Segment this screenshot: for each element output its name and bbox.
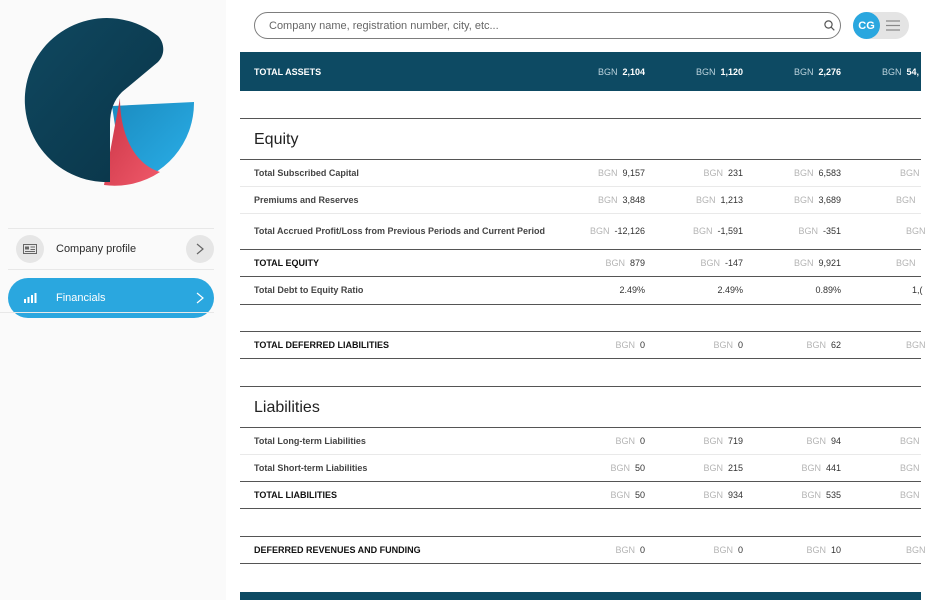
value-cell: BGN 2,104 bbox=[597, 66, 645, 77]
row-label: Premiums and Reserves bbox=[254, 194, 359, 205]
table-row-total-liabilities bbox=[240, 481, 921, 508]
divider bbox=[240, 304, 921, 305]
chevron-right-icon bbox=[186, 235, 214, 263]
value-cell: BGN bbox=[906, 544, 926, 555]
value-cell: BGN 0 bbox=[615, 339, 645, 350]
value-cell: BGN 879 bbox=[605, 257, 645, 268]
section-title-equity: Equity bbox=[254, 131, 299, 148]
table-row-deferred-revenues bbox=[240, 536, 926, 563]
company-logo bbox=[24, 14, 200, 190]
value-cell: BGN 3,689 bbox=[793, 194, 841, 205]
value-cell: BGN bbox=[906, 226, 926, 236]
table-row-total-assets bbox=[240, 52, 921, 91]
value-cell: BGN 6,583 bbox=[793, 167, 841, 178]
value-cell: BGN 50 bbox=[610, 462, 645, 473]
value-cell: BGN bbox=[900, 167, 920, 178]
value-cell: BGN -147 bbox=[700, 257, 743, 268]
table-row-debt-equity-ratio bbox=[240, 276, 921, 304]
table-row bbox=[240, 159, 921, 186]
row-label: Total Long-term Liabilities bbox=[254, 435, 366, 446]
value-cell: BGN -1,591 bbox=[692, 226, 743, 236]
sidebar-item-company-profile[interactable] bbox=[8, 228, 214, 270]
value-cell: BGN bbox=[900, 435, 920, 446]
divider bbox=[240, 563, 921, 564]
value-cell: BGN -12,126 bbox=[589, 226, 645, 236]
value-cell: BGN 441 bbox=[801, 462, 841, 473]
value-cell: BGN 54, bbox=[882, 66, 920, 77]
section-title-liabilities: Liabilities bbox=[254, 399, 320, 416]
row-label: Total Accrued Profit/Loss from Previous Periods and Current Period bbox=[254, 226, 546, 236]
value-cell: BGN 719 bbox=[703, 435, 743, 446]
table-row bbox=[240, 213, 926, 249]
value-cell: BGN bbox=[906, 339, 926, 350]
value-cell: BGN 934 bbox=[703, 489, 743, 500]
user-menu[interactable] bbox=[853, 12, 909, 39]
value-cell: BGN 2,276 bbox=[793, 66, 841, 77]
sidebar-item-label: Company profile bbox=[56, 243, 137, 255]
table-row-footer bbox=[240, 592, 921, 600]
value-cell: 2.49% bbox=[619, 285, 645, 295]
value-cell: BGN 215 bbox=[703, 462, 743, 473]
value-cell: BGN 0 bbox=[615, 544, 645, 555]
row-label: TOTAL ASSETS bbox=[254, 66, 322, 77]
value-cell: BGN 3,848 bbox=[597, 194, 645, 205]
value-cell: BGN bbox=[900, 462, 920, 473]
value-cell: BGN 94 bbox=[806, 435, 841, 446]
divider bbox=[240, 118, 921, 119]
value-cell: BGN bbox=[896, 194, 916, 205]
value-cell: BGN 231 bbox=[703, 167, 743, 178]
divider bbox=[0, 312, 214, 313]
row-label: Total Subscribed Capital bbox=[254, 167, 359, 178]
bar-chart-icon bbox=[16, 284, 44, 312]
value-cell: BGN 0 bbox=[615, 435, 645, 446]
value-cell: BGN bbox=[900, 489, 920, 500]
table-row bbox=[240, 186, 921, 213]
value-cell: 0.89% bbox=[815, 285, 841, 295]
row-label: Total Short-term Liabilities bbox=[254, 462, 368, 473]
value-cell: BGN 9,921 bbox=[793, 257, 841, 268]
chevron-right-icon bbox=[186, 284, 214, 312]
sidebar-item-label: Financials bbox=[56, 292, 106, 304]
divider bbox=[240, 508, 921, 509]
value-cell: BGN 0 bbox=[713, 339, 743, 350]
search-input[interactable] bbox=[269, 20, 818, 32]
value-cell: BGN 1,120 bbox=[695, 66, 743, 77]
value-cell: BGN 535 bbox=[801, 489, 841, 500]
value-cell: BGN 0 bbox=[713, 544, 743, 555]
value-cell: BGN 9,157 bbox=[597, 167, 645, 178]
financials-table bbox=[240, 52, 926, 600]
sidebar bbox=[0, 0, 226, 600]
search-icon[interactable] bbox=[818, 20, 840, 31]
table-row-total-equity bbox=[240, 249, 921, 276]
value-cell: BGN 1,213 bbox=[695, 194, 743, 205]
table-row bbox=[240, 454, 921, 481]
divider bbox=[240, 358, 921, 359]
value-cell: 2.49% bbox=[717, 285, 743, 295]
value-cell: BGN bbox=[896, 257, 916, 268]
avatar[interactable]: CG bbox=[853, 12, 880, 39]
row-label: TOTAL EQUITY bbox=[254, 257, 320, 268]
table-row-total-deferred-liabilities bbox=[240, 331, 926, 358]
company-card-icon bbox=[16, 235, 44, 263]
value-cell: BGN 62 bbox=[806, 339, 841, 350]
value-cell: BGN 50 bbox=[610, 489, 645, 500]
row-label: DEFERRED REVENUES AND FUNDING bbox=[254, 544, 421, 555]
row-label: TOTAL DEFERRED LIABILITIES bbox=[254, 339, 390, 350]
divider bbox=[240, 386, 921, 387]
row-label: Total Debt to Equity Ratio bbox=[254, 285, 364, 295]
value-cell: BGN 10 bbox=[806, 544, 841, 555]
value-cell: BGN -351 bbox=[798, 226, 841, 236]
search-bar bbox=[254, 12, 841, 39]
hamburger-menu-icon[interactable] bbox=[886, 20, 900, 31]
row-label: TOTAL LIABILITIES bbox=[254, 489, 337, 500]
table-row bbox=[240, 427, 921, 454]
value-cell: 1,( bbox=[912, 285, 923, 295]
